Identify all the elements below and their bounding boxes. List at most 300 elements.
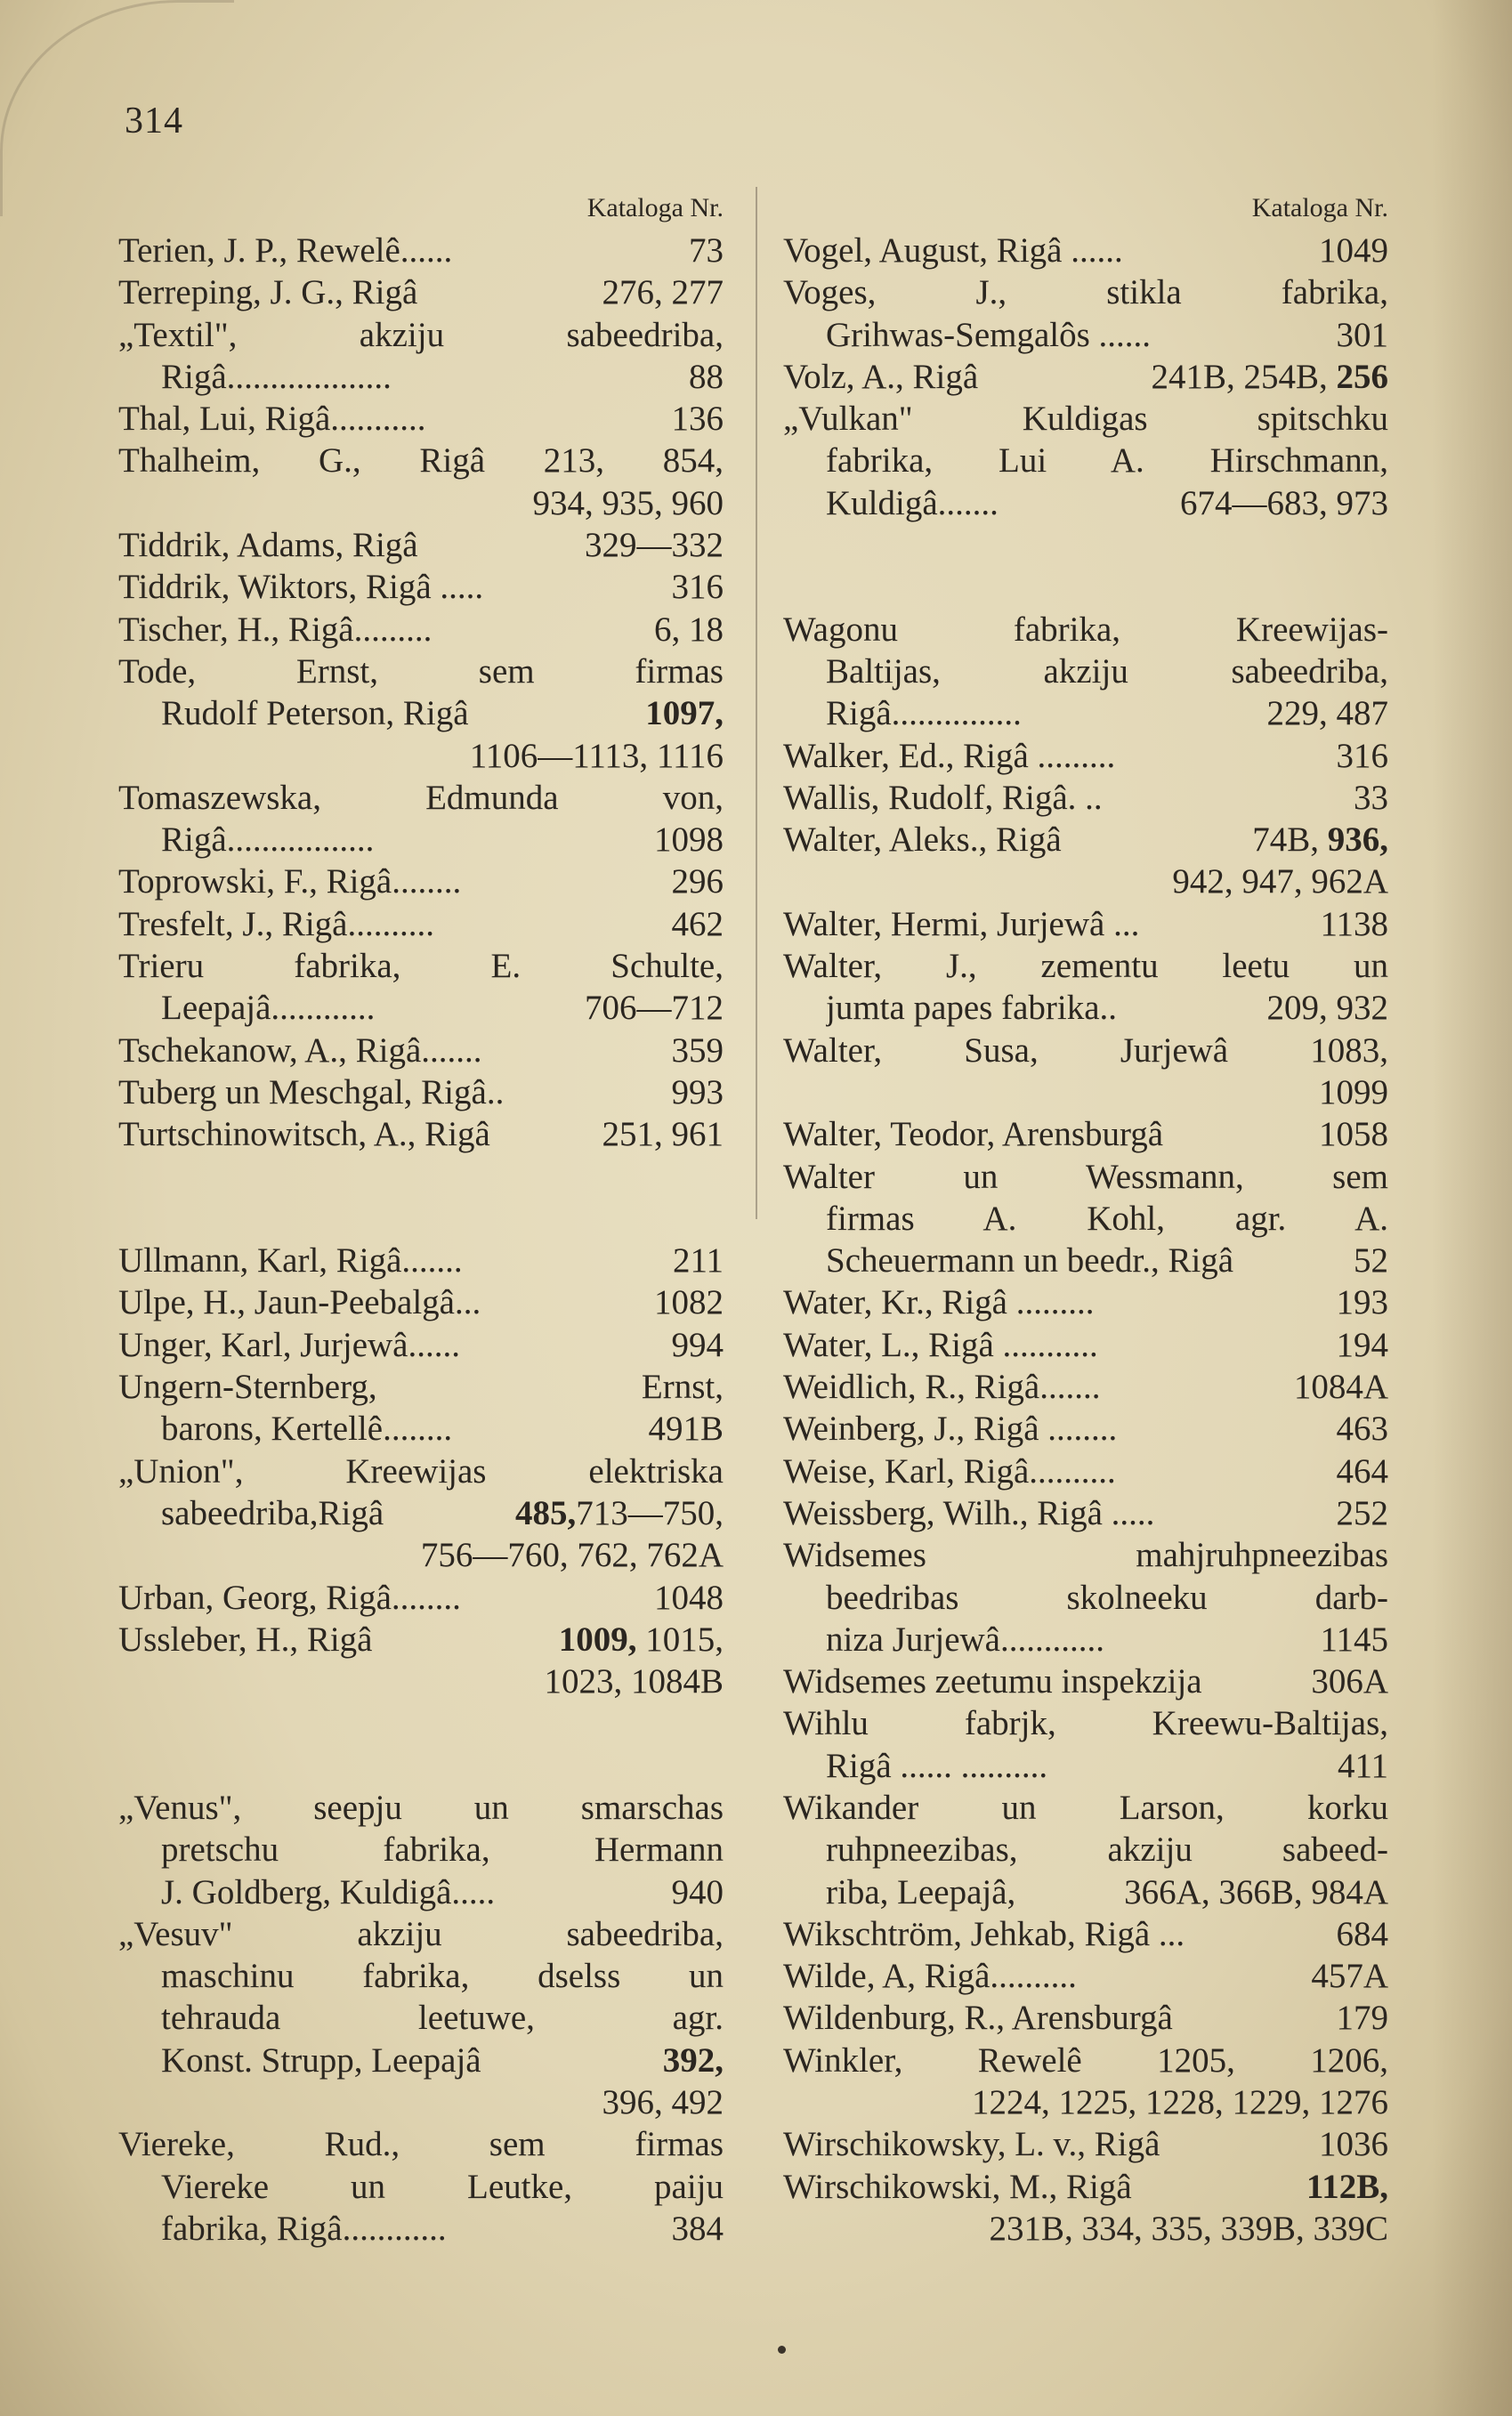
index-entry xyxy=(783,1913,1388,1955)
catalog-numbers xyxy=(1320,903,1388,945)
entry-line xyxy=(783,1913,1388,1955)
catalog-numbers xyxy=(672,2208,724,2250)
entry-text: Weissberg, Wilh., Rigâ ..... xyxy=(783,1493,1155,1532)
entry-line xyxy=(118,650,724,692)
catalog-numbers xyxy=(672,1871,724,1913)
catalog-numbers xyxy=(1319,2123,1388,2165)
entry-line xyxy=(118,1366,724,1408)
entry-line xyxy=(118,1071,724,1113)
catalog-numbers xyxy=(470,735,724,777)
index-entry xyxy=(118,861,724,902)
column-divider xyxy=(756,187,757,1219)
catalog-numbers xyxy=(1337,1997,1389,2039)
entry-line xyxy=(118,524,724,566)
catalog-numbers xyxy=(645,692,724,734)
entry-line xyxy=(783,356,1388,398)
catalog-number-bold: 1009, xyxy=(558,1620,637,1659)
entry-line xyxy=(783,271,1388,313)
entry-text: Trieru fabrika, E. Schulte, xyxy=(118,947,724,986)
entry-text: Water, Kr., Rigâ ......... xyxy=(783,1283,1095,1322)
entry-line xyxy=(783,1030,1388,1071)
entry-text: Weidlich, R., Rigâ....... xyxy=(783,1368,1101,1407)
index-section xyxy=(783,609,1388,2250)
entry-text xyxy=(161,2081,602,2123)
catalog-numbers xyxy=(1172,861,1388,902)
entry-text xyxy=(161,482,533,524)
index-entry xyxy=(783,398,1388,524)
entry-line xyxy=(783,398,1388,440)
entry-text: Wihlu fabrjk, Kreewu-Baltijas, xyxy=(783,1704,1388,1743)
entry-line xyxy=(783,1871,1388,1913)
catalog-number: 411 xyxy=(1337,1746,1388,1785)
index-entry xyxy=(118,1240,724,1281)
entry-text: Wirschikowsky, L. v., Rigâ xyxy=(783,2125,1160,2164)
catalog-number: 136 xyxy=(671,400,724,439)
entry-line xyxy=(783,1619,1388,1660)
catalog-numbers xyxy=(1337,1324,1389,1366)
entry-line xyxy=(118,1997,724,2039)
entry-text: Weinberg, J., Rigâ ........ xyxy=(783,1410,1118,1449)
entry-text: maschinu fabrika, dselss un xyxy=(161,1957,724,1996)
catalog-numbers xyxy=(689,230,724,271)
entry-text xyxy=(161,735,470,777)
index-entry xyxy=(783,1787,1388,1913)
entry-text: Widsemes mahjruhpneezibas xyxy=(783,1536,1388,1575)
entry-text: Wikander un Larson, korku xyxy=(783,1788,1388,1827)
catalog-numbers xyxy=(648,1408,724,1450)
left-column xyxy=(118,187,724,2250)
entry-text: Thal, Lui, Rigâ........... xyxy=(118,400,426,439)
entry-line xyxy=(118,735,724,777)
catalog-number: 74B, xyxy=(1252,820,1328,860)
entry-text: fabrika, Lui A. Hirschmann, xyxy=(826,441,1388,481)
catalog-number: 491B xyxy=(648,1410,724,1449)
catalog-numbers xyxy=(1180,482,1388,524)
entry-text: pretschu fabrika, Hermann xyxy=(161,1830,724,1870)
catalog-numbers xyxy=(672,566,724,608)
entry-line xyxy=(783,1660,1388,1702)
entry-text xyxy=(161,1534,421,1576)
entry-text: Winkler, Rewelê 1205, 1206, xyxy=(783,2040,1388,2080)
entry-text: Ullmann, Karl, Rigâ....... xyxy=(118,1241,463,1281)
entry-text xyxy=(826,2081,972,2123)
catalog-numbers xyxy=(672,1071,724,1113)
entry-line xyxy=(783,1408,1388,1450)
entry-text: Scheuermann un beedr., Rigâ xyxy=(826,1241,1234,1281)
entry-line xyxy=(118,777,724,819)
index-entry xyxy=(118,1787,724,1913)
column-header: Kataloga Nr. xyxy=(1251,193,1388,222)
entry-line xyxy=(783,1702,1388,1744)
entry-line xyxy=(118,903,724,945)
entry-text: Tiddrik, Wiktors, Rigâ ..... xyxy=(118,568,484,607)
entry-text: Viereke, Rud., sem firmas xyxy=(118,2125,724,2164)
entry-line xyxy=(783,1829,1388,1871)
entry-text: Tresfelt, J., Rigâ.......... xyxy=(118,904,434,943)
index-entry xyxy=(783,1113,1388,1155)
entry-text: Tschekanow, A., Rigâ....... xyxy=(118,1030,482,1070)
entry-text: J. Goldberg, Kuldigâ..... xyxy=(161,1872,496,1911)
entry-text: „Textil", akziju sabeedriba, xyxy=(118,315,724,354)
entry-line xyxy=(783,1071,1388,1113)
catalog-numbers xyxy=(421,1534,724,1576)
entry-text xyxy=(826,2208,989,2250)
entry-line xyxy=(118,1113,724,1155)
catalog-number: 296 xyxy=(671,862,724,901)
catalog-numbers xyxy=(654,819,724,861)
entry-line xyxy=(118,2166,724,2208)
entry-line xyxy=(118,1913,724,1955)
catalog-number: 316 xyxy=(1336,736,1388,775)
entry-text: Konst. Strupp, Leepajâ xyxy=(161,2040,481,2080)
index-entry xyxy=(118,314,724,399)
catalog-numbers xyxy=(1319,230,1388,271)
catalog-numbers xyxy=(1151,356,1388,398)
entry-line xyxy=(118,440,724,481)
catalog-number: 276, 277 xyxy=(602,273,724,312)
index-entry xyxy=(783,1534,1388,1660)
entry-text: Walter, Hermi, Jurjewâ ... xyxy=(783,904,1140,943)
entry-text: Walter un Wessmann, sem xyxy=(783,1157,1388,1196)
index-entry xyxy=(783,609,1388,735)
catalog-number: 462 xyxy=(671,904,724,943)
index-entry xyxy=(783,2166,1388,2250)
index-entry xyxy=(783,1156,1388,1282)
catalog-number: 1224, 1225, 1228, 1229, 1276 xyxy=(972,2083,1388,2122)
entry-text: Ungern-Sternberg, Ernst, xyxy=(118,1368,724,1407)
index-entry xyxy=(118,903,724,945)
index-entry xyxy=(118,1450,724,1577)
entry-line xyxy=(783,1577,1388,1619)
catalog-number: 306A xyxy=(1311,1662,1388,1701)
entry-text: Turtschinowitsch, A., Rigâ xyxy=(118,1115,490,1154)
catalog-number: 359 xyxy=(671,1030,724,1070)
entry-line xyxy=(118,819,724,861)
index-entry xyxy=(783,1030,1388,1114)
catalog-numbers xyxy=(672,903,724,945)
entry-line xyxy=(783,987,1388,1029)
catalog-number: 231B, 334, 335, 339B, 339C xyxy=(989,2209,1388,2248)
entry-text: Terien, J. P., Rewelê...... xyxy=(118,231,453,270)
entry-line xyxy=(783,1198,1388,1240)
entry-line xyxy=(783,819,1388,861)
catalog-numbers xyxy=(1306,2166,1388,2208)
index-entry xyxy=(783,1366,1388,1408)
index-entry xyxy=(783,1450,1388,1492)
catalog-number: 463 xyxy=(1336,1410,1388,1449)
catalog-numbers xyxy=(1354,1240,1388,1281)
index-entry xyxy=(118,650,724,777)
entry-line xyxy=(118,2081,724,2123)
catalog-number: 1084A xyxy=(1293,1368,1388,1407)
catalog-number: 301 xyxy=(1336,315,1388,354)
catalog-numbers xyxy=(1320,1619,1388,1660)
catalog-number: 1036 xyxy=(1319,2125,1388,2164)
catalog-numbers xyxy=(1337,735,1389,777)
entry-text: riba, Leepajâ, xyxy=(826,1872,1016,1911)
entry-text: Ulpe, H., Jaun-Peebalgâ... xyxy=(118,1283,481,1322)
index-entry xyxy=(118,271,724,313)
entry-line xyxy=(118,987,724,1029)
catalog-number: 1138 xyxy=(1320,904,1388,943)
catalog-numbers xyxy=(1337,1281,1389,1323)
index-entry xyxy=(783,271,1388,356)
entry-line xyxy=(783,440,1388,481)
entry-text: jumta papes fabrika.. xyxy=(826,989,1118,1028)
entry-line xyxy=(118,2208,724,2250)
entry-text: Toprowski, F., Rigâ........ xyxy=(118,862,462,901)
index-entry xyxy=(118,1030,724,1071)
entry-text: firmas A. Kohl, agr. A. xyxy=(826,1199,1388,1238)
right-column xyxy=(783,187,1388,2250)
entry-text: „Vulkan" Kuldigas spitschku xyxy=(783,400,1388,439)
catalog-numbers xyxy=(689,356,724,398)
index-entry xyxy=(783,2040,1388,2124)
entry-text: Rigâ ...... .......... xyxy=(826,1746,1048,1785)
catalog-number: 384 xyxy=(671,2209,724,2248)
catalog-number: 73 xyxy=(689,231,724,270)
entry-line xyxy=(783,1492,1388,1534)
entry-text: Rigâ................. xyxy=(161,820,375,860)
entry-text: Rigâ................... xyxy=(161,357,392,396)
catalog-number: 994 xyxy=(671,1325,724,1364)
entry-line xyxy=(783,777,1388,819)
entry-text: Water, L., Rigâ ........... xyxy=(783,1325,1098,1364)
catalog-number: 1099 xyxy=(1319,1072,1388,1111)
entry-text: Walter, Teodor, Arensburgâ xyxy=(783,1115,1164,1154)
index-entry xyxy=(118,1324,724,1366)
catalog-number-bold: 485, xyxy=(515,1493,577,1532)
index-entry xyxy=(783,945,1388,1030)
entry-line xyxy=(783,1240,1388,1281)
index-entry xyxy=(118,777,724,861)
catalog-numbers xyxy=(1337,1492,1389,1534)
entry-line xyxy=(118,356,724,398)
ink-dot xyxy=(778,2346,786,2354)
index-entry xyxy=(783,735,1388,777)
entry-text: Tiddrik, Adams, Rigâ xyxy=(118,526,418,565)
catalog-number: 193 xyxy=(1336,1283,1388,1322)
entry-text: Walter, Aleks., Rigâ xyxy=(783,820,1062,860)
index-entry xyxy=(783,1408,1388,1450)
entry-text: Wilde, A, Rigâ.......... xyxy=(783,1957,1077,1996)
catalog-numbers xyxy=(515,1492,724,1534)
entry-text: Vogel, August, Rigâ ...... xyxy=(783,231,1123,270)
page-edge-shadow xyxy=(1432,0,1512,2416)
index-entry xyxy=(118,398,724,440)
entry-text: fabrika, Rigâ............ xyxy=(161,2209,447,2248)
entry-text: Wallis, Rudolf, Rigâ. .. xyxy=(783,778,1103,817)
entry-line xyxy=(783,1366,1388,1408)
index-section xyxy=(118,1240,724,1702)
entry-line xyxy=(783,2081,1388,2123)
index-entry xyxy=(783,1324,1388,1366)
catalog-numbers xyxy=(1124,1871,1388,1913)
entry-line xyxy=(118,1324,724,1366)
catalog-number: 1023, 1084B xyxy=(544,1662,724,1701)
index-entry xyxy=(783,230,1388,271)
catalog-number: 674—683, 973 xyxy=(1180,483,1388,522)
entry-text: Tomaszewska, Edmunda von, xyxy=(118,778,724,817)
catalog-number: 1082 xyxy=(654,1283,724,1322)
column-header: Kataloga Nr. xyxy=(586,193,724,222)
catalog-numbers xyxy=(1319,1071,1388,1113)
entry-text: Thalheim, G., Rigâ 213, 854, xyxy=(118,441,724,481)
page-number: 314 xyxy=(125,101,183,141)
index-entry xyxy=(783,777,1388,819)
catalog-number: 1048 xyxy=(654,1578,724,1617)
entry-line xyxy=(118,945,724,987)
catalog-numbers xyxy=(602,1113,724,1155)
catalog-numbers xyxy=(663,2040,724,2081)
catalog-numbers xyxy=(544,1660,724,1702)
entry-text: Rudolf Peterson, Rigâ xyxy=(161,694,469,733)
index-entry xyxy=(783,2123,1388,2165)
entry-line xyxy=(118,1577,724,1619)
entry-text: Wildenburg, R., Arensburgâ xyxy=(783,1999,1173,2038)
catalog-numbers xyxy=(1311,1955,1388,1997)
catalog-number: 229, 487 xyxy=(1266,694,1388,733)
entry-line xyxy=(783,1534,1388,1576)
entry-text: ruhpneezibas, akziju sabeed- xyxy=(826,1830,1388,1870)
entry-line xyxy=(118,861,724,902)
entry-line xyxy=(118,2123,724,2165)
catalog-number: 6, 18 xyxy=(654,610,724,649)
catalog-number-bold: 256 xyxy=(1336,357,1388,396)
catalog-number: 1015, xyxy=(636,1620,724,1659)
catalog-numbers xyxy=(602,271,724,313)
catalog-numbers xyxy=(654,609,724,650)
catalog-numbers xyxy=(1354,777,1388,819)
catalog-number-bold: 112B, xyxy=(1306,2167,1388,2206)
entry-line xyxy=(118,271,724,313)
index-entry xyxy=(118,1281,724,1323)
entry-line xyxy=(118,1660,724,1702)
entry-line xyxy=(783,1281,1388,1323)
entry-line xyxy=(118,1534,724,1576)
entry-text: beedribas skolneeku darb- xyxy=(826,1578,1388,1617)
catalog-numbers xyxy=(585,987,724,1029)
entry-text: Kuldigâ....... xyxy=(826,483,999,522)
catalog-numbers xyxy=(989,2208,1388,2250)
index-entry xyxy=(118,1113,724,1155)
entry-line xyxy=(783,1997,1388,2039)
entry-line xyxy=(783,1156,1388,1198)
catalog-number: 940 xyxy=(671,1872,724,1911)
index-entry xyxy=(118,2123,724,2250)
index-entry xyxy=(118,1913,724,2123)
entry-text: Walter, Susa, Jurjewâ 1083, xyxy=(783,1030,1388,1070)
index-entry xyxy=(118,1577,724,1619)
catalog-numbers xyxy=(1337,1450,1389,1492)
index-entry xyxy=(783,356,1388,398)
catalog-number: 934, 935, 960 xyxy=(532,483,724,522)
entry-line xyxy=(783,2208,1388,2250)
entry-line xyxy=(783,2040,1388,2081)
entry-line xyxy=(783,314,1388,356)
catalog-number: 713—750, xyxy=(576,1493,724,1532)
entry-text: Urban, Georg, Rigâ........ xyxy=(118,1578,461,1617)
index-entry xyxy=(118,1071,724,1113)
catalog-numbers xyxy=(1311,1660,1388,1702)
entry-line xyxy=(118,1281,724,1323)
entry-line xyxy=(783,1745,1388,1787)
entry-text: barons, Kertellê........ xyxy=(161,1410,453,1449)
entry-text: Grihwas-Semgalôs ...... xyxy=(826,315,1152,354)
entry-line xyxy=(118,609,724,650)
catalog-numbers xyxy=(1267,692,1389,734)
entry-text: sabeedriba,Rigâ xyxy=(161,1493,384,1532)
catalog-numbers xyxy=(972,2081,1388,2123)
index-entry xyxy=(118,230,724,271)
entry-line xyxy=(118,314,724,356)
entry-line xyxy=(783,945,1388,987)
entry-text: „Venus", seepju un smarschas xyxy=(118,1788,724,1827)
catalog-numbers xyxy=(1294,1366,1388,1408)
entry-text: tehrauda leetuwe, agr. xyxy=(161,1999,724,2038)
entry-text: Tischer, H., Rigâ......... xyxy=(118,610,433,649)
catalog-number: 52 xyxy=(1354,1241,1388,1281)
entry-line xyxy=(118,482,724,524)
entry-line xyxy=(118,1492,724,1534)
catalog-number: 316 xyxy=(671,568,724,607)
catalog-number: 241B, 254B, xyxy=(1151,357,1337,396)
entry-text: Leepajâ............ xyxy=(161,989,376,1028)
catalog-number: 942, 947, 962A xyxy=(1172,862,1388,901)
entry-text: „Vesuv" akziju sabeedriba, xyxy=(118,1914,724,1953)
index-entry xyxy=(783,1492,1388,1534)
index-entry xyxy=(783,1955,1388,1997)
entry-line xyxy=(118,1787,724,1829)
index-entry xyxy=(118,945,724,1030)
catalog-number: 464 xyxy=(1336,1451,1388,1491)
catalog-numbers xyxy=(559,1619,724,1660)
entry-line xyxy=(783,609,1388,650)
entry-line xyxy=(783,650,1388,692)
catalog-numbers xyxy=(533,482,724,524)
catalog-number: 1098 xyxy=(654,820,724,860)
catalog-number: 457A xyxy=(1311,1957,1388,1996)
catalog-numbers xyxy=(1337,314,1389,356)
catalog-number: 1145 xyxy=(1320,1620,1388,1659)
index-entry xyxy=(118,566,724,608)
entry-text: „Union", Kreewijas elektriska xyxy=(118,1451,724,1491)
entry-text: Weise, Karl, Rigâ.......... xyxy=(783,1451,1116,1491)
entry-text: Voges, J., stikla fabrika, xyxy=(783,273,1388,312)
catalog-number: 366A, 366B, 984A xyxy=(1124,1872,1388,1911)
catalog-numbers xyxy=(672,1030,724,1071)
entry-line xyxy=(783,903,1388,945)
entry-line xyxy=(118,1450,724,1492)
entry-line xyxy=(783,2123,1388,2165)
catalog-number: 684 xyxy=(1336,1914,1388,1953)
catalog-number: 1106—1113, 1116 xyxy=(469,736,724,775)
index-entry xyxy=(118,1366,724,1450)
entry-line xyxy=(118,1955,724,1997)
entry-text: Volz, A., Rigâ xyxy=(783,357,979,396)
entry-text: Walker, Ed., Rigâ ......... xyxy=(783,736,1116,775)
catalog-number: 179 xyxy=(1336,1999,1388,2038)
index-entry xyxy=(118,609,724,650)
entry-text: niza Jurjewâ............ xyxy=(826,1620,1104,1659)
index-section xyxy=(783,230,1388,524)
catalog-number: 211 xyxy=(672,1241,724,1281)
entry-line xyxy=(783,1955,1388,1997)
catalog-number: 1058 xyxy=(1319,1115,1388,1154)
entry-text: Tode, Ernst, sem firmas xyxy=(118,651,724,691)
catalog-numbers xyxy=(654,1577,724,1619)
entry-line xyxy=(118,398,724,440)
